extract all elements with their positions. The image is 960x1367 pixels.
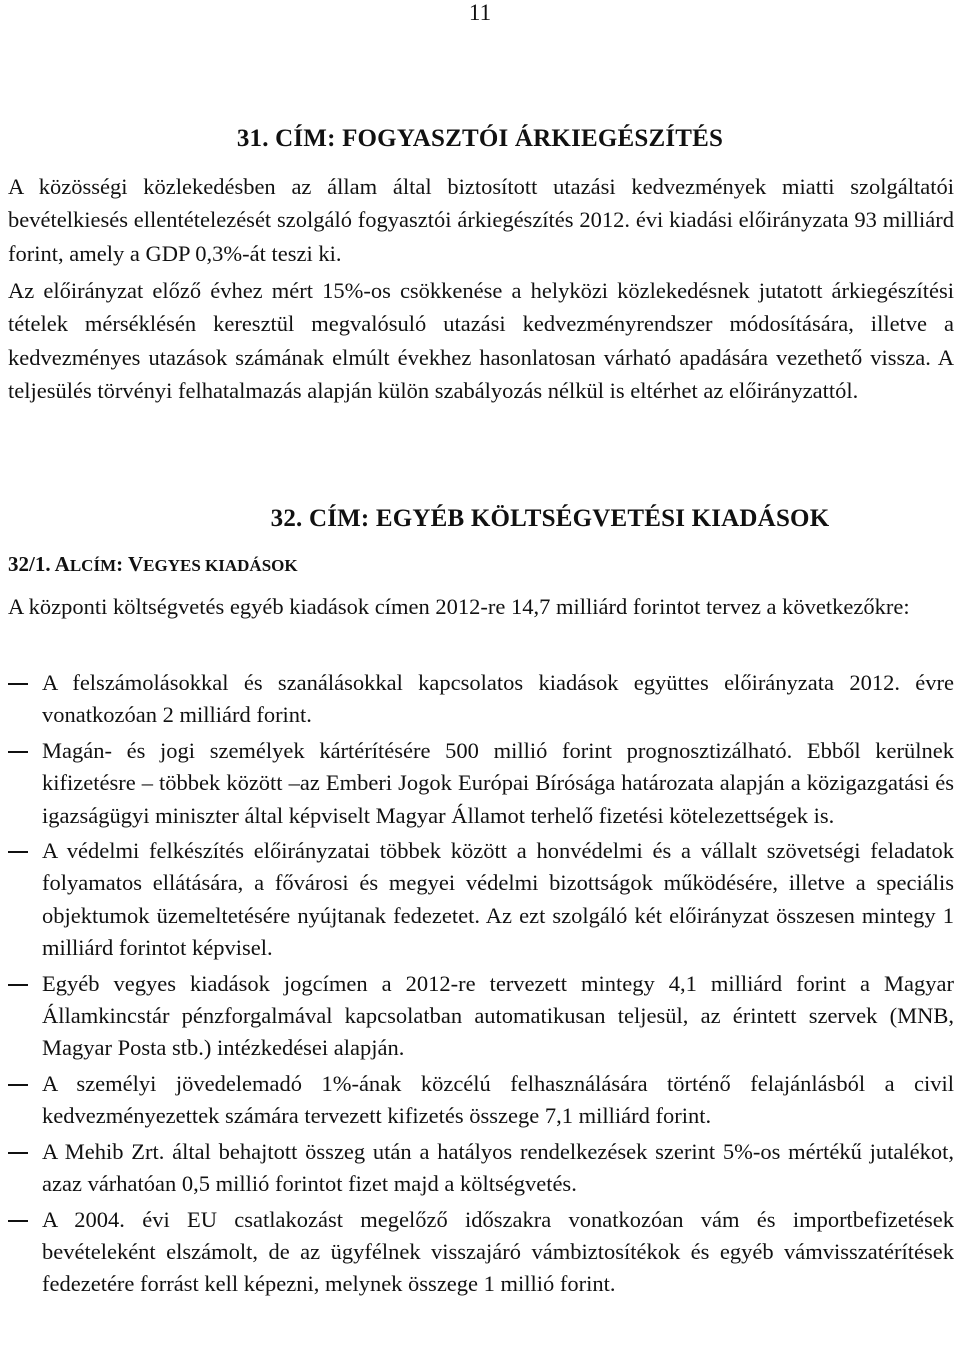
list-item: Magán- és jogi személyek kártérítésére 500 millió forint prognosztizálható. Ebből kerülnek kifizetésre – többek között –az Emberi Jogok Európai Bírósága határozata alapján a közigazgatási és igazságügyi miniszter által képviselt Magyar Államot terhelő fizetési kötelezettségek is. xyxy=(8,735,954,832)
list-item: A 2004. évi EU csatlakozást megelőző időszakra vonatkozóan vám és importbefizetések bevételeként elszámolt, de az ügyfélnek visszajáró vámbiztosítékok és egyéb vámvisszatérítések fedezetére forrást kell képezni, melynek összege 1 millió forint. xyxy=(8,1204,954,1301)
section-31-paragraph-2: Az előirányzat előző évhez mért 15%-os csökkenése a helyközi közlekedésnek jutatott árkiegészítési tételek mérséklésén keresztül megvalósuló utazási kedvezményrendszer módosítására, illetve a kedvezményes utazások számának elmúlt évekhez hasonlatosan várható apadására vezethető vissza. A teljesülés törvényi felhatalmazás alapján külön szabályozás nélkül is eltérhet az előirányzattól. xyxy=(8,278,954,403)
expense-list xyxy=(8,667,954,1301)
section-31-title: 31. CÍM: FOGYASZTÓI ÁRKIEGÉSZÍTÉS xyxy=(236,125,724,152)
list-item: A Mehib Zrt. által behajtott összeg után a hatályos rendelkezések szerint 5%-os mértékű jutalékot, azaz várhatóan 0,5 millió forintot fizet majd a költségvetés. xyxy=(8,1136,954,1201)
subsection-title: 32/1. ALCÍM: VEGYES KIADÁSOK xyxy=(8,552,298,576)
dash-bullet-icon xyxy=(8,683,28,685)
page-number: 11 xyxy=(468,0,492,25)
dash-bullet-icon xyxy=(8,751,28,753)
section-32-intro: A központi költségvetés egyéb kiadások címen 2012-re 14,7 milliárd forintot tervez a következőkre: xyxy=(8,594,910,619)
list-item: A felszámolásokkal és szanálásokkal kapcsolatos kiadások együttes előirányzata 2012. évre vonatkozóan 2 milliárd forint. xyxy=(8,667,954,732)
section-31-paragraph-1: A közösségi közlekedésben az állam által biztosított utazási kedvezmények miatti szolgáltatói bevételkiesés ellentételezését szolgáló fogyasztói árkiegészítés 2012. évi kiadási előirányzata 93 milliárd forint, amely a GDP 0,3%-át teszi ki. xyxy=(8,174,954,266)
list-item: A védelmi felkészítés előirányzatai többek között a honvédelmi és a vállalt szövetségi feladatok folyamatos ellátására, a fővárosi és megyei védelmi bizottságok működésére, illetve a speciális objektumok üzemeltetésére nyújtanak fedezetet. Az ezt szolgáló két előirányzat összesen mintegy 1 milliárd forintot képvisel. xyxy=(8,835,954,965)
dash-bullet-icon xyxy=(8,851,28,853)
section-32-title: 32. CÍM: EGYÉB KÖLTSÉGVETÉSI KIADÁSOK xyxy=(270,505,830,532)
dash-bullet-icon xyxy=(8,1220,28,1222)
dash-bullet-icon xyxy=(8,1084,28,1086)
list-item: Egyéb vegyes kiadások jogcímen a 2012-re tervezett mintegy 4,1 milliárd forint a Magyar Államkincstár pénzforgalmával kapcsolatban automatikusan teljesül, az érintett szervek (MNB, Magyar Posta stb.) intézkedései alapján. xyxy=(8,968,954,1065)
dash-bullet-icon xyxy=(8,984,28,986)
list-item: A személyi jövedelemadó 1%-ának közcélú felhasználására történő felajánlásból a civil kedvezményezettek számára tervezett kifizetés összege 7,1 milliárd forint. xyxy=(8,1068,954,1133)
dash-bullet-icon xyxy=(8,1152,28,1154)
